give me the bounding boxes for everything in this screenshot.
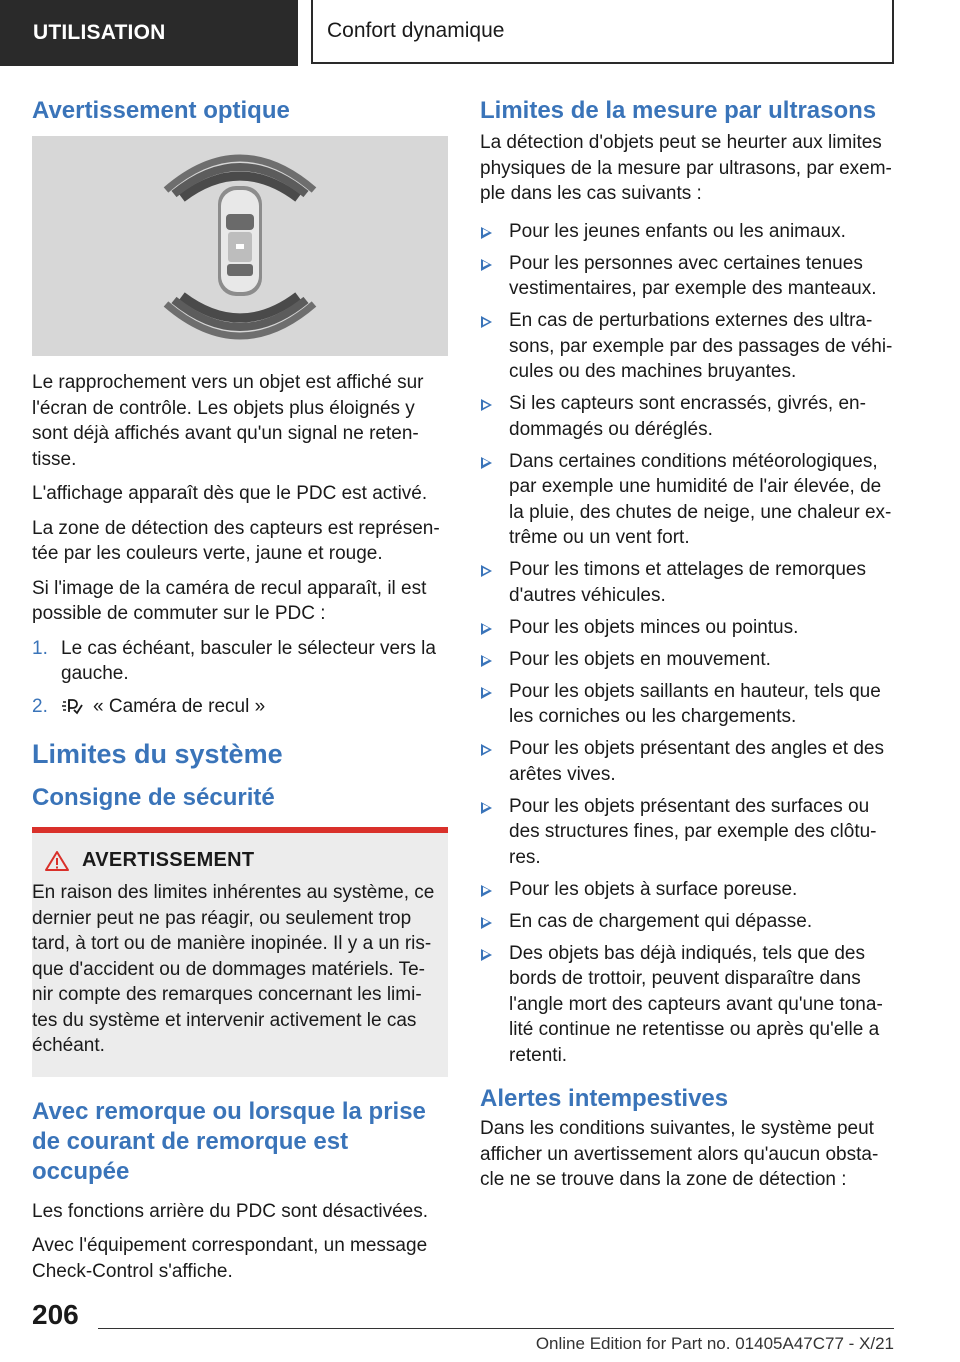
list-item [32,694,448,720]
list-item [480,941,896,1069]
page-number: 206 [32,1299,79,1330]
step-text: Le cas échéant, basculer le sélecteur vers la gauche. [61,637,436,684]
bullet-triangle-icon [481,744,492,756]
heading-safety: Consigne de sécurité [32,784,275,811]
bullet-text: Dans certaines conditions météorologiques, par exemple une humidité de l'air élevée, de la pluie, des chutes de neige, une chaleur ex-trême ou un vent fort. [509,450,892,548]
bullet-text: Pour les objets minces ou pointus. [509,616,799,638]
footer-divider [98,1328,894,1329]
car-sensor-illustration [32,136,448,356]
paragraph-trailer-1: Les fonctions arrière du PDC sont désactivées. [32,1200,429,1222]
bullet-triangle-icon [481,802,492,814]
bullet-text: Pour les objets présentant des surfaces ou des structures fines, par exemple des clôtu-res. [509,795,877,868]
paragraph-ultrasonic: La détection d'objets peut se heurter aux limites physiques de la mesure par ultrasons, par exem-ple dans les cas suivants : [480,132,892,204]
bullet-text: Pour les objets à surface poreuse. [509,878,798,900]
bullet-triangle-icon [481,917,492,929]
bullet-triangle-icon [481,885,492,897]
bullet-text: Des objets bas déjà indiqués, tels que des bords de trottoir, peuvent disparaître dans l'angle mort des capteurs avant qu'une tona-lité continue ne retentisse ou après qu'elle a retenti. [509,942,883,1066]
heading-false-alerts: Alertes intempestives [480,1085,729,1112]
list-item [480,219,896,245]
header-section [0,0,298,66]
list-item [480,909,896,935]
paragraph-approach: Le rapprochement vers un objet est affiché sur l'écran de contrôle. Les objets plus éloignés y sont déjà affichés avant qu'un signal ne reten-tisse. [32,372,424,470]
bullet-triangle-icon [481,399,492,411]
step-number: 2. [32,695,48,717]
list-item [480,557,896,608]
step-text: « Caméra de recul » [93,695,266,717]
paragraph-false-alerts: Dans les conditions suivantes, le système peut afficher un avertissement alors qu'aucun obsta-cle ne se trouve dans la zone de détection : [480,1118,879,1190]
steps-list [32,636,448,720]
list-item [480,449,896,551]
heading-optical-warning: Avertissement optique [32,97,290,124]
bullet-triangle-icon [481,565,492,577]
bullet-text: Si les capteurs sont encrassés, givrés, en-dommagés ou déréglés. [509,393,866,440]
bullet-triangle-icon [481,316,492,328]
heading-ultrasonic-limits: Limites de la mesure par ultrasons [480,97,877,124]
list-item [32,636,448,687]
header-chapter [311,0,894,64]
parking-assist-icon [61,697,83,715]
heading-system-limits: Limites du système [32,739,283,769]
list-item [480,679,896,730]
section-title: UTILISATION [33,21,166,44]
list-item [480,647,896,673]
heading-trailer: Avec remorque ou lorsque la prise de courant de remorque est occupée [32,1097,426,1185]
bullet-text: En cas de perturbations externes des ultra-sons, par exemple par des passages de véhi-cules ou des machines bruyantes. [509,310,893,382]
list-item [480,877,896,903]
warning-triangle-icon [44,850,70,872]
bullet-triangle-icon [481,623,492,635]
warning-header [32,849,442,872]
bullet-text: Pour les personnes avec certaines tenues vestimentaires, par exemple des manteaux. [509,252,877,299]
bullet-triangle-icon [481,457,492,469]
bullet-text: Pour les timons et attelages de remorques d'autres véhicules. [509,559,866,606]
paragraph-trailer-2: Avec l'équipement correspondant, un message Check-Control s'affiche. [32,1235,428,1282]
paragraph-zone: La zone de détection des capteurs est représen-tée par les couleurs verte, jaune et rouge. [32,517,440,564]
limits-list [480,219,896,1069]
bullet-triangle-icon [481,655,492,667]
list-item [480,251,896,302]
bullet-triangle-icon [481,949,492,961]
left-column [32,96,448,1293]
step-number: 1. [32,637,48,659]
bullet-text: Pour les objets présentant des angles et des arêtes vives. [509,738,884,785]
bullet-text: Pour les objets en mouvement. [509,648,771,670]
list-item [480,308,896,385]
warning-title: AVERTISSEMENT [82,849,255,871]
list-item [480,794,896,871]
list-item [480,615,896,641]
paragraph-camera: Si l'image de la caméra de recul apparaît, il est possible de commuter sur le PDC : [32,577,427,624]
list-item [480,736,896,787]
bullet-triangle-icon [481,227,492,239]
warning-box [32,827,448,1077]
footer-edition: Online Edition for Part no. 01405A47C77 - X/21 [535,1334,894,1353]
list-item [480,391,896,442]
bullet-triangle-icon [481,687,492,699]
bullet-text: En cas de chargement qui dépasse. [509,910,813,932]
warning-text: En raison des limites inhérentes au système, ce dernier peut ne pas réagir, ou seulement trop tard, à tort ou de manière inopinée. Il y a un ris-que d'accident ou de dommages matériels. Te-nir compte des remarques concernant les limi-tes du système et intervenir activement le cas échéant. [32,882,435,1056]
bullet-text: Pour les objets saillants en hauteur, tels que les corniches ou les chargements. [509,680,881,727]
paragraph-display: L'affichage apparaît dès que le PDC est activé. [32,483,428,504]
chapter-title: Confort dynamique [327,19,505,42]
bullet-triangle-icon [481,259,492,271]
pdc-display-image [32,136,448,356]
bullet-text: Pour les jeunes enfants ou les animaux. [509,220,846,242]
right-column [480,96,896,1202]
